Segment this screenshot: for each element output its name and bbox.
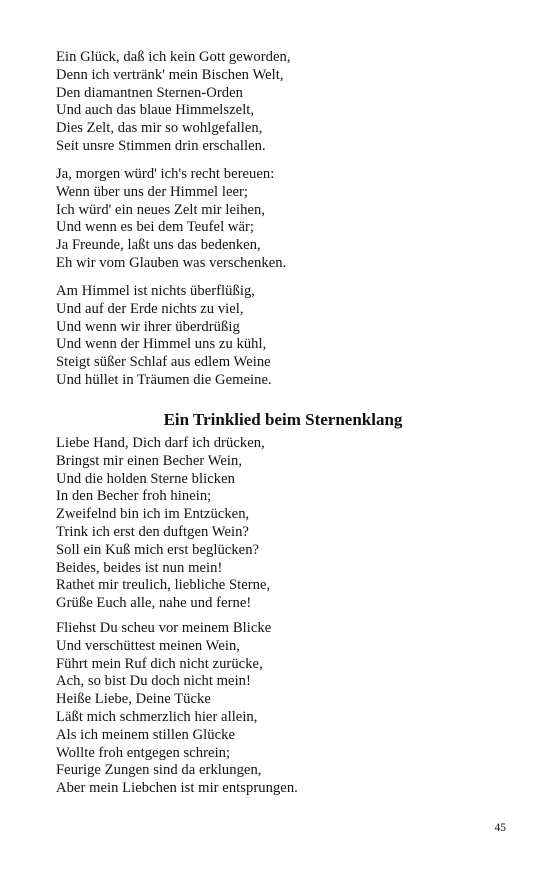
verse-line: Zweifelnd bin ich im Entzücken, xyxy=(56,506,250,523)
verse-line: Fliehst Du scheu vor meinem Blicke xyxy=(56,620,272,636)
verse-line: Ich würd' ein neues Zelt mir leihen, xyxy=(56,201,266,218)
poem-title: Ein Trinklied beim Sternenklang xyxy=(163,410,403,429)
verse-line: Ja Freunde, laßt uns das bedenken, xyxy=(56,237,261,254)
verse-line: Soll ein Kuß mich erst beglücken? xyxy=(56,541,260,558)
verse-line: Eh wir vom Glauben was verschenken. xyxy=(56,254,287,271)
verse-line: Und die holden Sterne blicken xyxy=(56,470,235,487)
verse-line: Ja, morgen würd' ich's recht bereuen: xyxy=(56,166,275,182)
verse-line: Und auch das blaue Himmelszelt, xyxy=(56,102,255,119)
verse-line: Läßt mich schmerzlich hier allein, xyxy=(56,708,258,725)
verse-line: Und hüllet in Träumen die Gemeine. xyxy=(56,371,272,388)
verse-line: Trink ich erst den duftgen Wein? xyxy=(56,523,249,540)
verse-line: Beides, beides ist nun mein! xyxy=(56,559,223,576)
verse-line: Liebe Hand, Dich darf ich drücken, xyxy=(56,435,265,451)
verse-line: Grüße Euch alle, nahe und ferne! xyxy=(56,595,252,612)
page-number: 45 xyxy=(494,822,506,834)
verse-line: Und wenn der Himmel uns zu kühl, xyxy=(56,336,267,353)
verse-line: Und auf der Erde nichts zu viel, xyxy=(56,300,244,317)
verse-line: Seit unsre Stimmen drin erschallen. xyxy=(56,137,266,154)
verse-line: Heiße Liebe, Deine Tücke xyxy=(56,691,211,708)
verse-line: Rathet mir treulich, liebliche Sterne, xyxy=(56,577,271,594)
poem-stanza-5 xyxy=(56,620,298,798)
verse-line: Als ich meinem stillen Glücke xyxy=(56,726,235,743)
verse-line: Wenn über uns der Himmel leer; xyxy=(56,183,249,200)
verse-line: Denn ich vertränk' mein Bischen Welt, xyxy=(56,66,284,83)
verse-line: Führt mein Ruf dich nicht zurücke, xyxy=(56,655,263,672)
verse-line: Feurige Zungen sind da erklungen, xyxy=(56,762,262,779)
verse-line: Den diamantnen Sternen-Orden xyxy=(56,84,243,101)
verse-line: Ach, so bist Du doch nicht mein! xyxy=(56,673,251,690)
verse-line: Wollte froh entgegen schrein; xyxy=(56,744,231,761)
poem-stanza-2 xyxy=(56,166,286,273)
poem-stanza-4 xyxy=(56,435,270,613)
verse-line: Aber mein Liebchen ist mir entsprungen. xyxy=(56,780,298,797)
verse-line: Und wenn wir ihrer überdrüßig xyxy=(56,318,240,335)
verse-line: Steigt süßer Schlaf aus edlem Weine xyxy=(56,354,271,371)
verse-line: Am Himmel ist nichts überflüßig, xyxy=(56,283,256,299)
poem-stanza-1 xyxy=(56,49,291,156)
poem-stanza-3 xyxy=(56,283,272,390)
verse-line: Bringst mir einen Becher Wein, xyxy=(56,452,243,469)
verse-line: Dies Zelt, das mir so wohlgefallen, xyxy=(56,120,263,137)
verse-line: Und wenn es bei dem Teufel wär; xyxy=(56,219,255,236)
verse-line: In den Becher froh hinein; xyxy=(56,488,212,505)
verse-line: Und verschüttest meinen Wein, xyxy=(56,637,241,654)
verse-line: Ein Glück, daß ich kein Gott geworden, xyxy=(56,49,291,65)
